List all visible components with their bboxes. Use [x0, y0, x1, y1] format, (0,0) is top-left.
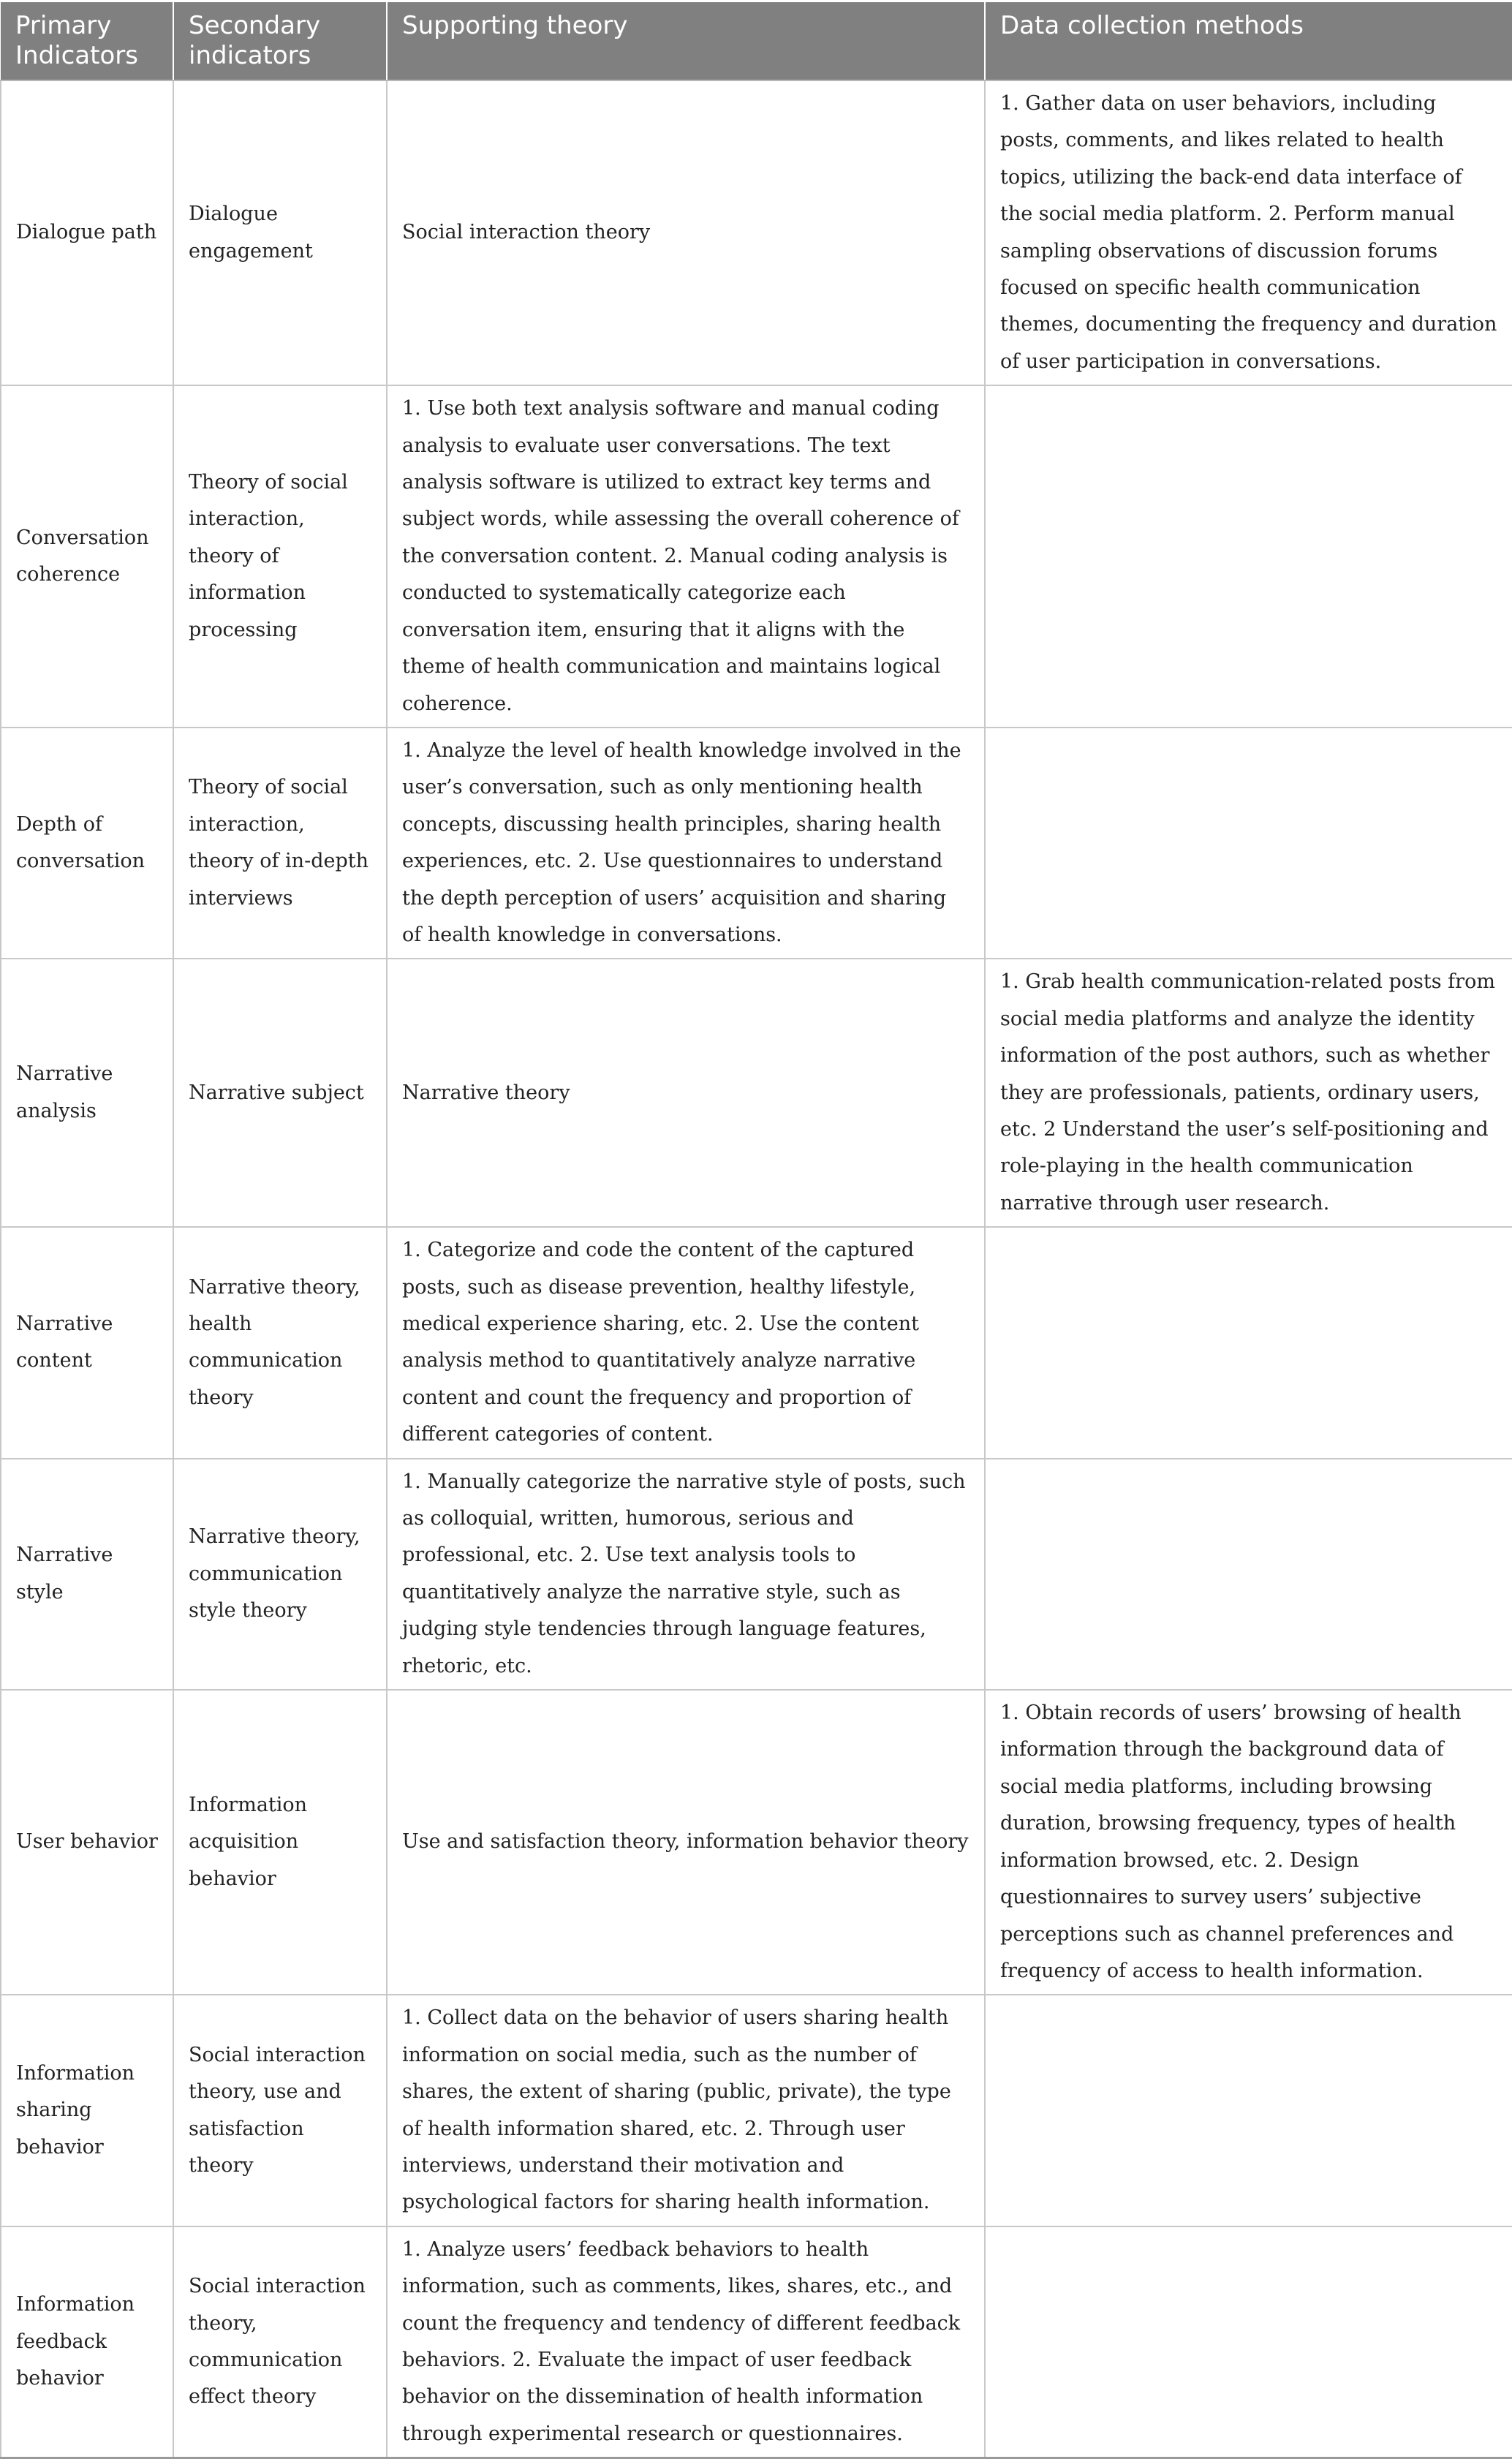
- cell-secondary: Narrative subject: [173, 959, 387, 1227]
- cell-methods: [985, 1995, 1512, 2226]
- cell-secondary: Narrative theory, health communication theory: [173, 1227, 387, 1458]
- cell-primary: Narrative analysis: [1, 959, 173, 1227]
- indicator-table-container: [0, 2, 1512, 2459]
- cell-secondary: Social interaction theory, communication effect theory: [173, 2226, 387, 2458]
- cell-theory: Narrative theory: [387, 959, 985, 1227]
- table-row: [1, 2226, 1512, 2458]
- cell-secondary: Social interaction theory, use and satisfaction theory: [173, 1995, 387, 2226]
- cell-primary: Narrative style: [1, 1459, 173, 1690]
- table-row: [1, 1227, 1512, 1458]
- cell-secondary: Narrative theory, communication style theory: [173, 1459, 387, 1690]
- table-row: [1, 1459, 1512, 1690]
- cell-primary: Information sharing behavior: [1, 1995, 173, 2226]
- cell-primary: Information feedback behavior: [1, 2226, 173, 2458]
- cell-primary: Depth of conversation: [1, 728, 173, 959]
- cell-methods: [985, 728, 1512, 959]
- header-data-collection-methods: Data collection methods: [985, 2, 1512, 80]
- cell-primary: User behavior: [1, 1690, 173, 1995]
- table-header: [1, 2, 1512, 80]
- cell-secondary: Dialogue engagement: [173, 80, 387, 385]
- cell-methods: 1. Gather data on user behaviors, including posts, comments, and likes related to health topics, utilizing the back-end data interface of the social media platform. 2. Perform manual sampling observations of discussion forums focused on specific health communication themes, documenting the frequency and duration of user participation in conversations.: [985, 80, 1512, 385]
- cell-theory: Use and satisfaction theory, information behavior theory: [387, 1690, 985, 1995]
- cell-theory: 1. Use both text analysis software and manual coding analysis to evaluate user conversations. The text analysis software is utilized to extract key terms and subject words, while assessing the overall coherence of the conversation content. 2. Manual coding analysis is conducted to systematically categorize each conversation item, ensuring that it aligns with the theme of health communication and maintains logical coherence.: [387, 385, 985, 728]
- cell-theory: 1. Categorize and code the content of the captured posts, such as disease prevention, healthy lifestyle, medical experience sharing, etc. 2. Use the content analysis method to quantitatively analyze narrative content and count the frequency and proportion of different categories of content.: [387, 1227, 985, 1458]
- header-row: [1, 2, 1512, 80]
- header-supporting-theory: Supporting theory: [387, 2, 985, 80]
- cell-theory: Social interaction theory: [387, 80, 985, 385]
- indicator-table: [0, 2, 1512, 2459]
- header-primary-indicators: Primary Indicators: [1, 2, 173, 80]
- cell-methods: 1. Obtain records of users’ browsing of health information through the background data of social media platforms, including browsing duration, browsing frequency, types of health information browsed, etc. 2. Design questionnaires to survey users’ subjective perceptions such as channel preferences and frequency of access to health information.: [985, 1690, 1512, 1995]
- header-secondary-indicators: Secondary indicators: [173, 2, 387, 80]
- cell-primary: Conversation coherence: [1, 385, 173, 728]
- cell-secondary: Theory of social interaction, theory of information processing: [173, 385, 387, 728]
- cell-theory: 1. Analyze users’ feedback behaviors to health information, such as comments, likes, shares, etc., and count the frequency and tendency of different feedback behaviors. 2. Evaluate the impact of user feedback behavior on the dissemination of health information through experimental research or questionnaires.: [387, 2226, 985, 2458]
- cell-secondary: Information acquisition behavior: [173, 1690, 387, 1995]
- table-row: [1, 959, 1512, 1227]
- cell-methods: [985, 1227, 1512, 1458]
- cell-primary: Narrative content: [1, 1227, 173, 1458]
- cell-primary: Dialogue path: [1, 80, 173, 385]
- cell-secondary: Theory of social interaction, theory of in-depth interviews: [173, 728, 387, 959]
- table-body: [1, 80, 1512, 2458]
- table-row: [1, 385, 1512, 728]
- cell-theory: 1. Analyze the level of health knowledge involved in the user’s conversation, such as only mentioning health concepts, discussing health principles, sharing health experiences, etc. 2. Use questionnaires to understand the depth perception of users’ acquisition and sharing of health knowledge in conversations.: [387, 728, 985, 959]
- table-row: [1, 80, 1512, 385]
- table-row: [1, 1690, 1512, 1995]
- cell-methods: 1. Grab health communication-related posts from social media platforms and analyze the identity information of the post authors, such as whether they are professionals, patients, ordinary users, etc. 2 Understand the user’s self-positioning and role-playing in the health communication narrative through user research.: [985, 959, 1512, 1227]
- cell-methods: [985, 1459, 1512, 1690]
- cell-theory: 1. Collect data on the behavior of users sharing health information on social media, such as the number of shares, the extent of sharing (public, private), the type of health information shared, etc. 2. Through user interviews, understand their motivation and psychological factors for sharing health information.: [387, 1995, 985, 2226]
- cell-theory: 1. Manually categorize the narrative style of posts, such as colloquial, written, humorous, serious and professional, etc. 2. Use text analysis tools to quantitatively analyze the narrative style, such as judging style tendencies through language features, rhetoric, etc.: [387, 1459, 985, 1690]
- cell-methods: [985, 2226, 1512, 2458]
- cell-methods: [985, 385, 1512, 728]
- table-row: [1, 728, 1512, 959]
- table-row: [1, 1995, 1512, 2226]
